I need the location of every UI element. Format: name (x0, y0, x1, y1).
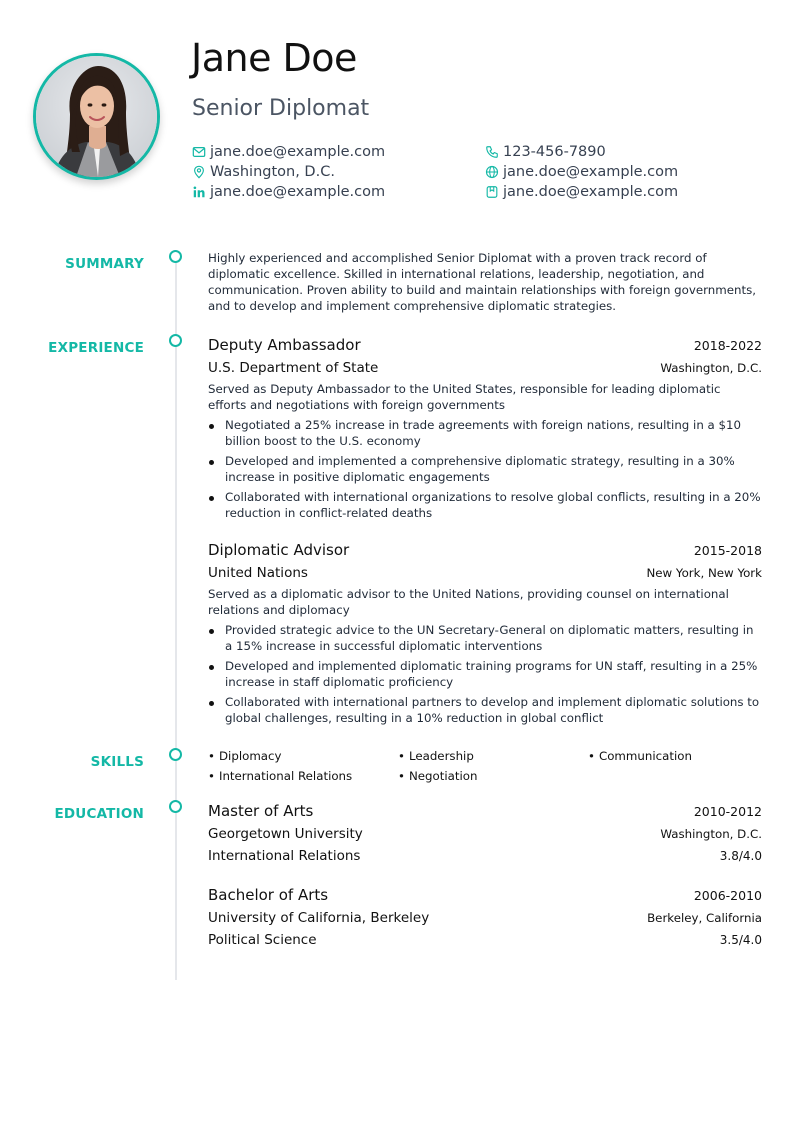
skill-item: • Communication (588, 748, 762, 764)
education-item (208, 886, 762, 954)
achievement-item: Provided strategic advice to the UN Secretary-General on diplomatic matters, resulting in a 15% increase in successful diplomatic interventions (208, 622, 762, 654)
job-title: Diplomatic Advisor (208, 541, 350, 559)
achievement-item: Developed and implemented a comprehensive diplomatic strategy, resulting in a 30% increase in positive diplomatic engagements (208, 453, 762, 485)
degree-name: Bachelor of Arts (208, 886, 329, 904)
education-timeline-dot (169, 800, 182, 813)
resume-header (0, 0, 794, 230)
experience-item (208, 336, 762, 525)
job-dates: 2018-2022 (693, 338, 762, 353)
skill-item: • International Relations (208, 768, 398, 784)
school-location: Berkeley, California (647, 911, 762, 925)
skills-heading: SKILLS (90, 754, 144, 770)
summary-heading: SUMMARY (65, 256, 144, 272)
summary-text: Highly experienced and accomplished Senior Diplomat with a proven track record of diplomatic excellence. Skilled in international relations, leadership, negotiation, and communication. Proven ability to build and maintain relationships with foreign governments, and to develop and implement comprehensive diplomatic strategies. (208, 251, 756, 313)
summary-timeline-dot (169, 250, 182, 263)
timeline-line (175, 256, 177, 980)
experience-timeline-dot (169, 334, 182, 347)
contact-other-text: jane.doe@example.com (503, 184, 679, 200)
achievement-item: Developed and implemented diplomatic training programs for UN staff, resulting in a 25% increase in staff diplomatic proficiency (208, 658, 762, 690)
contact-location (192, 163, 335, 181)
education-dates: 2006-2010 (693, 888, 762, 903)
school-name: University of California, Berkeley (208, 910, 430, 926)
job-organization: United Nations (208, 565, 308, 581)
achievement-item: Collaborated with international organizations to resolve global conflicts, resulting in a 20% reduction in conflict-related deaths (208, 489, 762, 521)
bookmark-icon (485, 185, 499, 199)
gpa: 3.8/4.0 (719, 849, 762, 863)
contact-linkedin-text: jane.doe@example.com (210, 184, 386, 200)
job-dates: 2015-2018 (693, 543, 762, 558)
candidate-title: Senior Diplomat (192, 96, 370, 121)
job-achievements (208, 417, 762, 521)
job-title: Deputy Ambassador (208, 336, 361, 354)
location-pin-icon (192, 165, 206, 179)
job-achievements (208, 622, 762, 726)
contact-website[interactable] (485, 163, 678, 181)
field-of-study: Political Science (208, 932, 317, 948)
education-heading: EDUCATION (54, 806, 144, 822)
profile-photo-image (36, 56, 157, 177)
globe-icon (485, 165, 499, 179)
contact-phone[interactable] (485, 143, 606, 161)
job-organization: U.S. Department of State (208, 360, 379, 376)
contact-location-text: Washington, D.C. (210, 164, 335, 180)
skill-item: • Negotiation (398, 768, 588, 784)
contact-email-text: jane.doe@example.com (210, 144, 386, 160)
summary-section (208, 250, 762, 314)
mail-icon (192, 145, 206, 159)
linkedin-icon (192, 185, 206, 199)
job-location: New York, New York (646, 566, 762, 580)
contact-website-text: jane.doe@example.com (503, 164, 679, 180)
skills-timeline-dot (169, 748, 182, 761)
education-dates: 2010-2012 (693, 804, 762, 819)
job-location: Washington, D.C. (660, 361, 762, 375)
school-name: Georgetown University (208, 826, 363, 842)
contact-phone-text: 123-456-7890 (503, 144, 606, 160)
experience-heading: EXPERIENCE (48, 340, 144, 356)
school-location: Washington, D.C. (660, 827, 762, 841)
skills-list (208, 748, 762, 784)
contact-linkedin[interactable] (192, 183, 385, 201)
achievement-item: Negotiated a 25% increase in trade agreements with foreign nations, resulting in a $10 billion boost to the U.S. economy (208, 417, 762, 449)
profile-photo (33, 53, 160, 180)
candidate-name: Jane Doe (191, 36, 357, 80)
gpa: 3.5/4.0 (719, 933, 762, 947)
experience-item (208, 541, 762, 730)
achievement-item: Collaborated with international partners to develop and implement diplomatic solutions to global challenges, resulting in a 10% reduction in global conflict (208, 694, 762, 726)
job-description: Served as a diplomatic advisor to the United Nations, providing counsel on international relations and diplomacy (208, 587, 729, 617)
contact-email[interactable] (192, 143, 385, 161)
skill-item: • Leadership (398, 748, 588, 764)
degree-name: Master of Arts (208, 802, 314, 820)
contact-list (192, 143, 679, 203)
phone-icon (485, 145, 499, 159)
education-item (208, 802, 762, 870)
contact-other[interactable] (485, 183, 678, 201)
field-of-study: International Relations (208, 848, 361, 864)
skill-item: • Diplomacy (208, 748, 398, 764)
job-description: Served as Deputy Ambassador to the United States, responsible for leading diplomatic efforts and negotiations with foreign governments (208, 382, 721, 412)
